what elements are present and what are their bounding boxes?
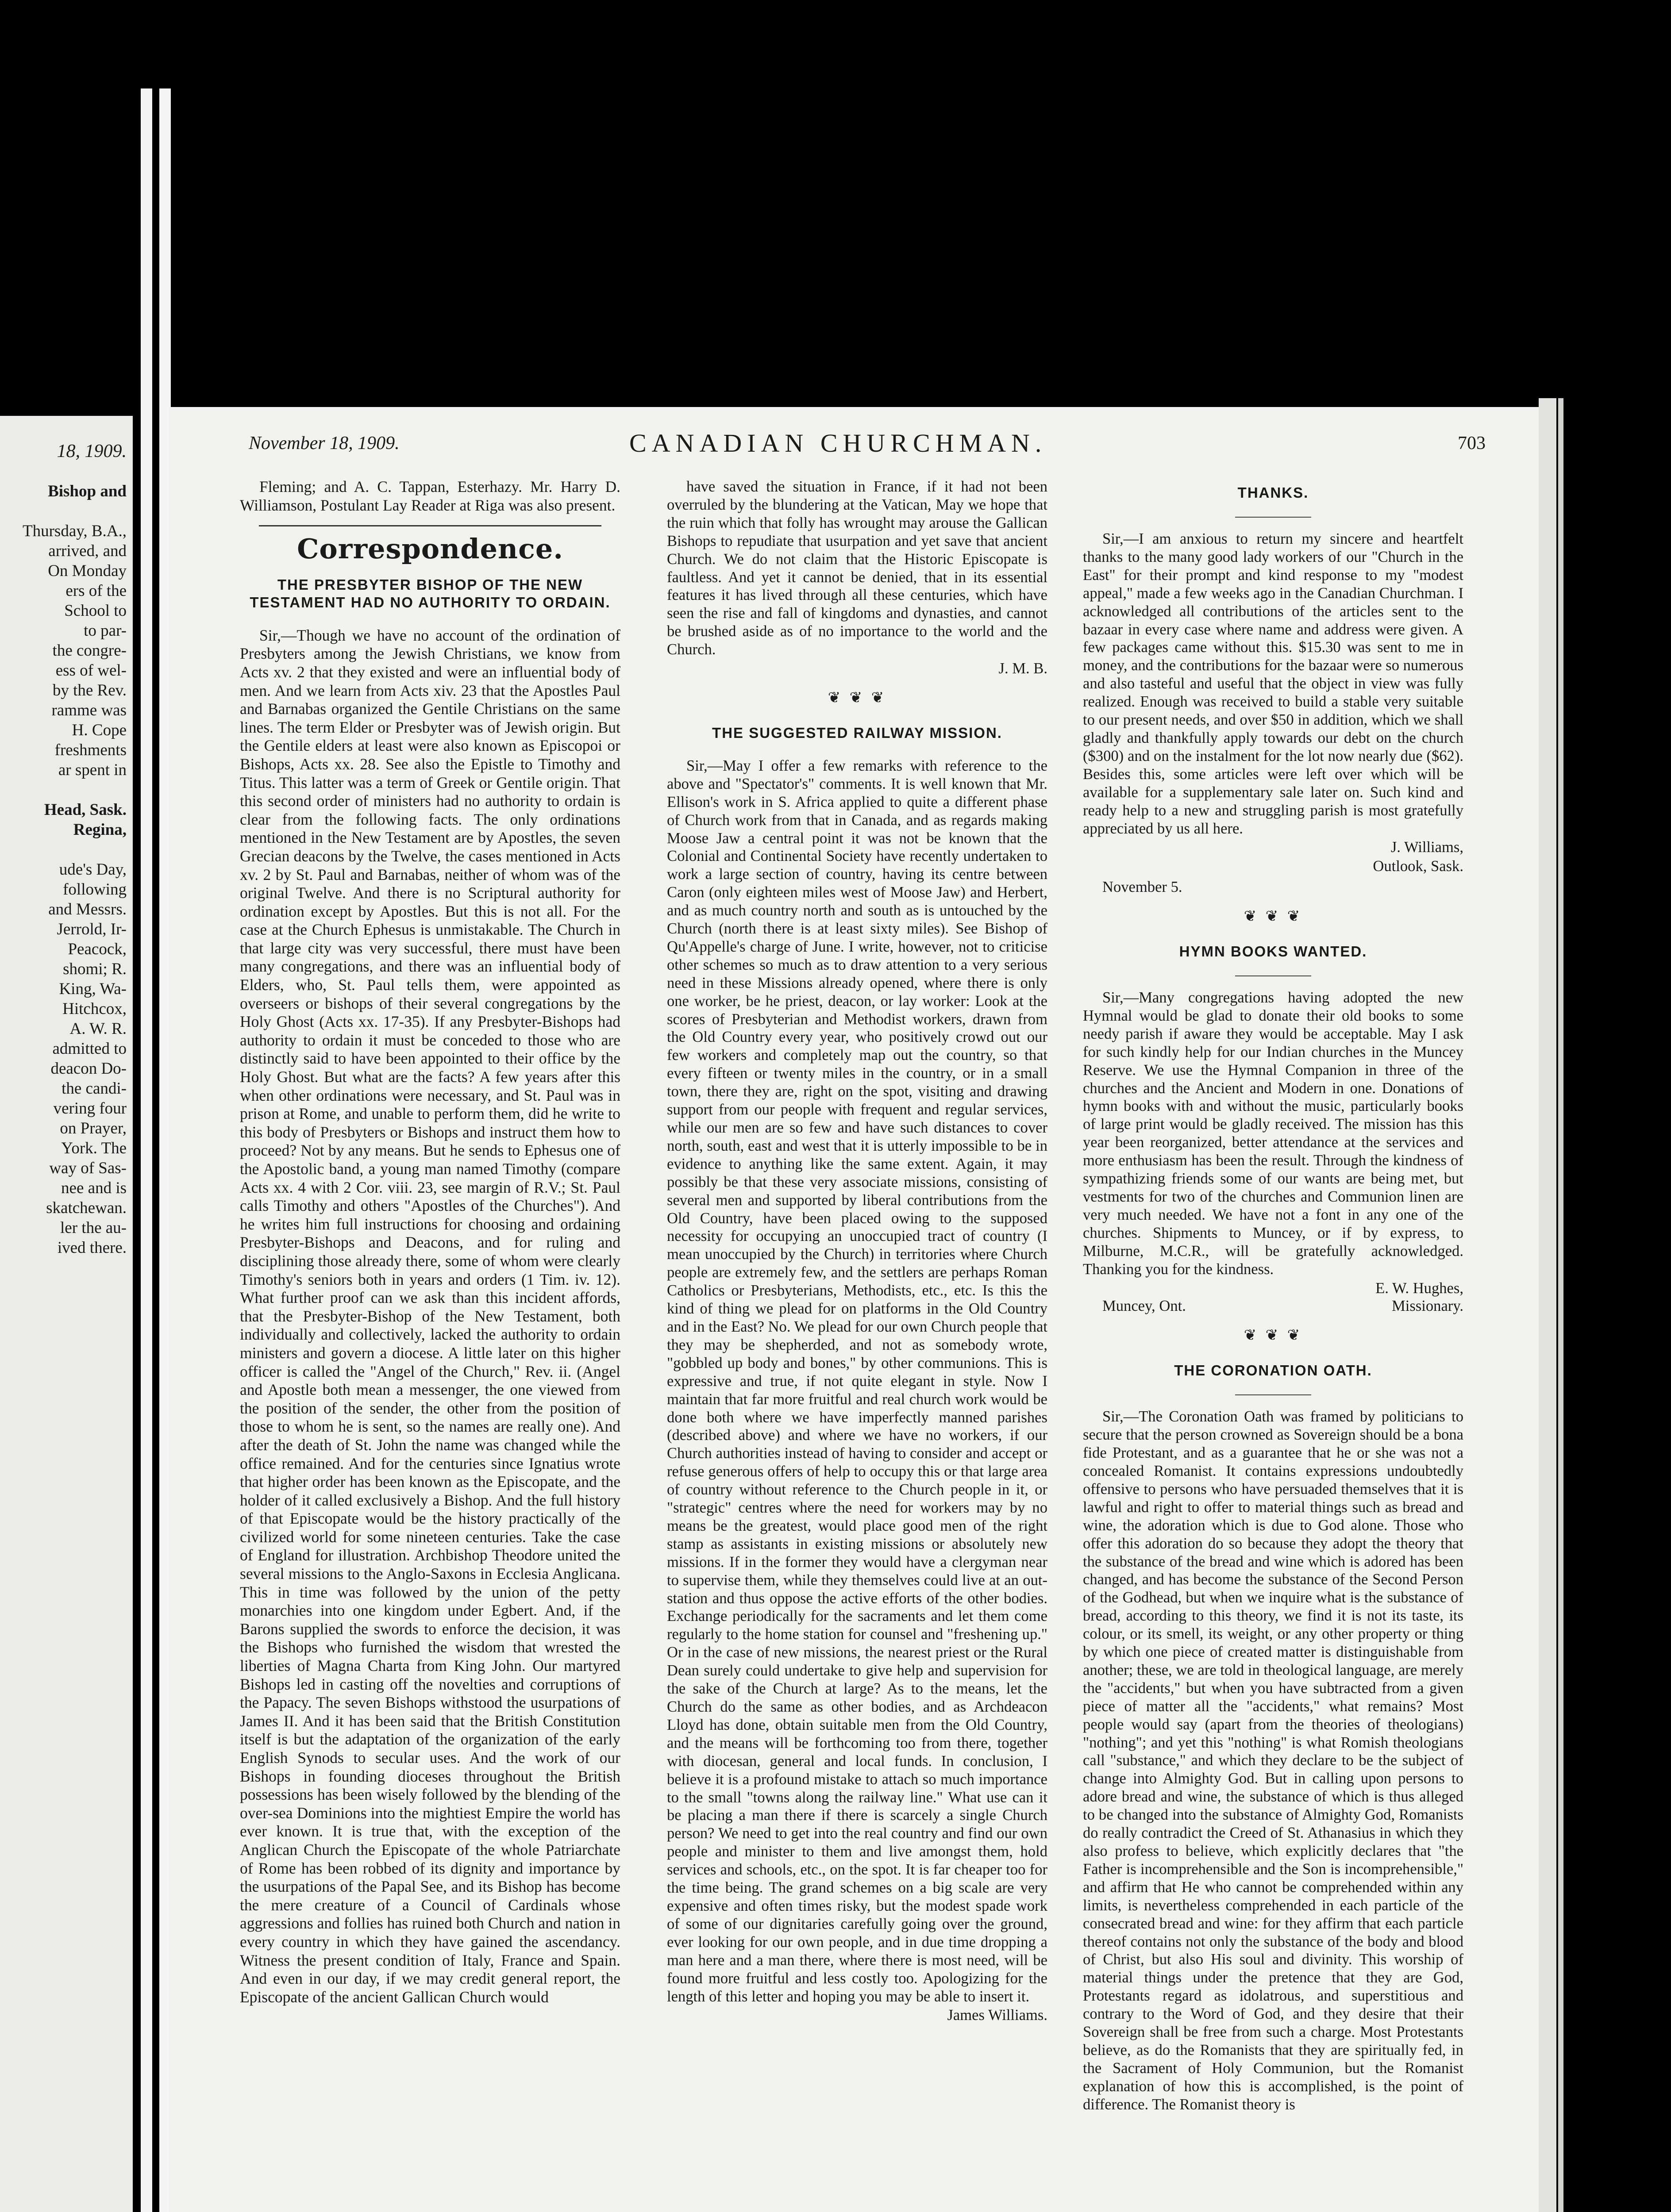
article-title: THE CORONATION OATH. bbox=[1174, 1362, 1372, 1379]
previous-page-line: ler the au- bbox=[60, 1219, 127, 1237]
previous-page-line bbox=[0, 780, 127, 800]
previous-page-line: ived there. bbox=[57, 1239, 127, 1257]
paragraph: Sir,—May I offer a few remarks with reference to the above and "Spectator's" comments. It is well known that Mr. Ellison's work in S. Africa applied to quite a different phase of Church work from that in Canada, and as regards making Moose Jaw a central point it was not be known that the Colonial and Continental Society have recently undertaken to work a large section of country, having its centre between Caron (only eighteen miles west of Moose Jaw) and Herbert, and as much country north and south as is untouched by the Church (north there is at least sixty miles). See Bishop of Qu'Appelle's charge of June. I write, however, not to criticise other schemes so much as to draw attention to a very serious need in these Missions already opened, where there is only one worker, be he priest, deacon, or lay worker: Look at the scores of Presbyterian and Methodist workers, drawn from the Old Country every year, who positively crowd out our few workers and completely map out the country, so that every fifteen or twenty miles in the country, or in a small town, there they are, right on the spot, visiting and drawing support from our people with frequent and regular services, while our men are so few and have such distances to cover north, south, east and west that it is utterly impossible to be in evidence to anything like the same extent. Again, it may possibly be that these very associate missions, consisting of several men and supported by liberal contributions from the Old Country, have been placed owing to the supposed necessity for occupying an unoccupied tract of country (I mean unoccupied by the Church) in territories where Church people are extremely few, and the settlers are perhaps Roman Catholics or Presbyterians, Methodists, etc., etc. Is this the kind of thing we plead for on platforms in the Old Country and in the East? No. We plead for our own Church people that they may be shepherded, and not as somebody wrote, "gobbled up body and bones," by other communions. This is expressive and true, if not quite elegant in style. Now I maintain that far more fruitful and real church work would be done both where we have imperfectly manned parishes (described above) and where we have no workers, if our Church authorities instead of having to consider and accept or refuse generous offers of help to occupy this or that large area of country without reference to the Church people in it, or "strategic" centres where the need for workers may by no means be the greatest, would place good men of the right stamp as assistants in existing missions or absolutely new missions. If in the former they would have a clergyman near to supervise them, while they themselves could live at an out-station and thus oppose the active efforts of the other bodies. Exchange periodically for the sacraments and let them come regularly to the home station for counsel and "freshening up." Or in the case of new missions, the nearest priest or the Rural Dean surely could undertake to give help and supervision for the sake of the Church at large? As to the means, let the Church do the same as other bodies, and as Archdeacon Lloyd has done, obtain suitable men from the Old Country, and the means will be forthcoming too from there, together with diocesan, general and local funds. In conclusion, I believe it is a profound mistake to attach so much importance to the small "towns along the railway line." What use can it be placing a man there if there is scarcely a single Church person? We need to get into the real country and find our own people and minister to them and live amongst them, hold services and schools, etc., on the spot. It is far cheaper too for the time being. The grand schemes on a big scale are very expensive and often times risky, but the modest spade work of some of our dignitaries carefully going over the ground, ever looking for our own people, and in due time dropping a man here and a man there, where there is most need, will be found more fruitful and less costly too. Apologizing for the length of this letter and hoping you may be able to insert it. bbox=[667, 757, 1047, 2005]
previous-page-line: Jerrold, Ir- bbox=[57, 920, 127, 938]
rule bbox=[1235, 517, 1311, 518]
rule bbox=[259, 525, 601, 526]
previous-page-line: ude's Day, bbox=[59, 860, 127, 879]
previous-page-line: A. W. R. bbox=[69, 1020, 127, 1038]
previous-page-line: ar spent in bbox=[58, 761, 127, 779]
article-body bbox=[1083, 989, 1463, 1279]
previous-page-line bbox=[0, 840, 127, 860]
previous-page-line: and Messrs. bbox=[48, 900, 127, 918]
previous-page-line: Peacock, bbox=[68, 940, 127, 958]
article-title: THANKS. bbox=[1237, 484, 1309, 501]
paragraph: Sir,—The Coronation Oath was framed by politicians to secure that the person crowned as Sovereign should be a bona fide Protestant, and as a guarantee that he or she was not a concealed Romanist. It contains expressions undoubtedly offensive to persons who have persuaded themselves that it is lawful and right to offer to material things such as bread and wine, the adoration which is due to God alone. Those who offer this adoration do so because they adopt the theory that the substance of the bread and wine which is adored has been changed, and has become the substance of the Second Person of the Godhead, but when we inquire what is the substance of bread, according to this theory, we find it is not its taste, its colour, or its smell, its weight, or any other property or thing by which one piece of created matter is distinguishable from another; these, we are told in theological language, are merely the "accidents," but when you have subtracted from a given piece of matter all the "accidents," what remains? Most people would say (apart from the theories of theologians) "nothing"; and yet this "nothing" is what Romish theologians call "substance," and which they declare to be the subject of change into Almighty God. But in calling upon persons to adore bread and wine, the substance of which is thus alleged to be changed into the substance of Almighty God, Romanists do really contradict the Creed of St. Athanasius in which they also profess to believe, which explicitly declares that "the Father is incomprehensible and the Son is incomprehensible," and affirm that He who cannot be comprehended within any limits, is nevertheless comprehended in each particle of the consecrated bread and wine: for they affirm that each particle thereof contains not only the substance of the body and blood of Christ, but also His soul and divinity. This worship of material things under the pretence that they are God, Protestants regard as idolatrous, and superstitious and contrary to the Word of God, and they desire that their Sovereign shall be free from such a charge. Most Protestants believe, as do the Romanists that they are spiritually fed, in the Sacrament of Holy Communion, but the Romanist explanation of how this is accomplished, is the point of difference. The Romanist theory is bbox=[1083, 1408, 1463, 2113]
ornament: ❦ ❦ ❦ bbox=[1244, 908, 1303, 925]
column-3 bbox=[1083, 478, 1463, 2115]
previous-page-line: to par- bbox=[84, 622, 127, 640]
previous-page-line: On Monday bbox=[48, 562, 127, 580]
article-title: HYMN BOOKS WANTED. bbox=[1179, 943, 1367, 960]
page-edge bbox=[1539, 398, 1556, 2212]
signature: James Williams. bbox=[947, 2007, 1047, 2024]
header-page-number: 703 bbox=[1458, 433, 1486, 453]
rule bbox=[1235, 975, 1311, 976]
previous-page-line: arrived, and bbox=[48, 542, 127, 560]
signature-role: Missionary. bbox=[1392, 1298, 1463, 1315]
previous-page-fragment bbox=[0, 416, 133, 2212]
article-continuation bbox=[667, 478, 1047, 659]
previous-page-line: King, Wa- bbox=[59, 980, 127, 998]
signature-place: Muncey, Ont. bbox=[1102, 1298, 1186, 1315]
newspaper-page bbox=[169, 407, 1539, 2212]
header-date: November 18, 1909. bbox=[249, 433, 400, 453]
previous-page-line: vering four bbox=[53, 1099, 127, 1118]
previous-page-line: the congre- bbox=[52, 641, 127, 660]
ornament: ❦ ❦ ❦ bbox=[1244, 1327, 1303, 1344]
previous-page-column bbox=[0, 481, 127, 1258]
previous-page-line: Hitchcox, bbox=[62, 1000, 127, 1018]
rule bbox=[1235, 1394, 1311, 1395]
previous-page-line: ramme was bbox=[51, 701, 127, 719]
signature: J. M. B. bbox=[998, 660, 1047, 677]
previous-page-line: skatchewan. bbox=[46, 1199, 127, 1217]
article-title: THE PRESBYTER BISHOP OF THE NEW TESTAMENT HAD NO AUTHORITY TO ORDAIN. bbox=[250, 576, 611, 611]
previous-page-line: Thursday, B.A., bbox=[23, 522, 127, 540]
article-body bbox=[1083, 1408, 1463, 2113]
previous-page-line bbox=[0, 501, 127, 521]
ornament: ❦ ❦ ❦ bbox=[828, 689, 887, 706]
page-edge-outer bbox=[1558, 398, 1563, 2212]
signature: J. Williams, bbox=[1390, 839, 1463, 856]
paragraph: Sir,—I am anxious to return my sincere and heartfelt thanks to the many good lady workers of our "Church in the East" for their prompt and kind response to my "modest appeal," made a few weeks ago in the Canadian Churchman. I acknowledged all contributions of the articles sent to the bazaar in every case where name and address were given. A few packages came without this. $15.30 was sent to me in money, and the contributions for the bazaar were so numerous and also tasteful and useful that the object in view was fully realized. Enough was received to build a stable very suitable to our present needs, and over $50 in addition, which we shall gladly and thankfully apply towards our debt on the church ($300) and on the instalment for the lot now nearly due ($62). Besides this, some articles were left over which will be available for a supplementary sale later on. Such kind and ready help to a new and struggling parish is most gratefully appreciated by us all here. bbox=[1083, 530, 1464, 837]
paragraph: have saved the situation in France, if it had not been overruled by the blundering at the Vatican, May we hope that the ruin which that folly has wrought may arouse the Gallican Bishops to repudiate that usurpation and yet save that ancient Church. We do not claim that the Historic Episcopate is faultless. And yet it cannot be denied, that in its essential features it has lived through all these centuries, which have seen the rise and fall of kingdoms and dynasties, and cannot be brushed aside as of no importance to the world and the Church. bbox=[667, 478, 1047, 658]
previous-page-line: York. The bbox=[61, 1139, 127, 1157]
previous-page-line: the candi- bbox=[62, 1079, 127, 1098]
article-body bbox=[240, 626, 620, 2007]
article-title: THE SUGGESTED RAILWAY MISSION. bbox=[712, 724, 1002, 741]
previous-page-line: School to bbox=[64, 602, 127, 620]
previous-page-line: Regina, bbox=[73, 821, 127, 839]
previous-page-line: Bishop and bbox=[48, 482, 127, 500]
article-body bbox=[1083, 530, 1463, 837]
previous-page-date: 18, 1909. bbox=[57, 441, 127, 461]
previous-page-line: nee and is bbox=[61, 1179, 127, 1197]
intro-text: Fleming; and A. C. Tappan, Esterhazy. Mr. Harry D. Williamson, Postulant Lay Reader at Riga was also present. bbox=[240, 478, 620, 514]
previous-page-line: ers of the bbox=[65, 582, 127, 600]
column-2 bbox=[667, 478, 1047, 2024]
previous-page-line: shomi; R. bbox=[63, 960, 127, 978]
signature-line bbox=[1083, 1297, 1463, 1315]
article-body bbox=[667, 757, 1047, 2006]
column-1 bbox=[240, 478, 620, 2007]
previous-page-line: way of Sas- bbox=[49, 1159, 127, 1177]
previous-page-line: by the Rev. bbox=[52, 681, 127, 699]
signature-place: Outlook, Sask. bbox=[1373, 858, 1463, 875]
previous-page-line: H. Cope bbox=[72, 721, 127, 739]
previous-page-line: freshments bbox=[54, 741, 127, 759]
letter-date: November 5. bbox=[1102, 879, 1182, 896]
previous-page-line: following bbox=[63, 880, 127, 899]
page-header bbox=[169, 407, 1539, 460]
binding-strip-left bbox=[141, 88, 152, 2212]
signature: E. W. Hughes, bbox=[1375, 1279, 1463, 1297]
correspondence-banner: Correspondence. bbox=[297, 533, 563, 565]
paragraph: Sir,—Though we have no account of the ordination of Presbyters among the Jewish Christians, we know from Acts xv. 2 that they existed and were an influential body of men. And we learn from Acts xiv. 23 that the Apostles Paul and Barnabas organized the Gentile Christians on the same lines. The term Elder or Presbyter was of Jewish origin. But the Gentile elders at least were also known as Episcopoi or Bishops, Acts xx. 28. See also the Epistle to Timothy and Titus. This latter was a term of Greek or Gentile origin. That this second order of ministers had no authority to ordain is clear from the following facts. The only ordinations mentioned in the New Testament are by Apostles, the seven Grecian deacons by the Twelve, the cases mentioned in Acts xv. 2 by St. Paul and Barnabas, neither of whom was of the original Twelve. And there is no Scriptural authority for ordination except by Apostles. But this is not all. For the case at the Church Ephesus is unmistakable. The Church in that large city was very successful, there must have been many congregations, and there was an influential body of Elders, who, St. Paul tells them, were appointed as overseers or bishops of their several congregations by the Holy Ghost (Acts xx. 17-35). If any Presbyter-Bishops had authority to ordain it must be conceded to those who are distinctly said to have been appointed to their office by the Holy Ghost. But what are the facts? A few years after this when other ordinations were necessary, and St. Paul was in prison at Rome, and unable to perform them, did he write to this body of Presbyters or Bishops and instruct them how to proceed? Not by any means. But he sends to Ephesus one of the Apostolic band, a young man named Timothy (compare Acts xx. 4 with 2 Cor. viii. 23, see margin of R.V.; St. Paul calls Timothy and others "Apostles of the Churches"). And he writes him full instructions for choosing and ordaining Presbyter-Bishops and Deacons, and for ruling and disciplining those already there, some of whom were clearly Timothy's seniors both in years and orders (1 Tim. iv. 12). What further proof can we ask than this incident affords, that the Presbyter-Bishop of the New Testament, both individually and collectively, lacked the authority to ordain ministers and govern a diocese. A little later on this higher officer is called the "Angel of the Church," Rev. ii. (Angel and Apostle both mean a messenger, the one viewed from the position of the sender, the other from the position of those to whom he is sent, so the names are really one). And after the death of St. John the name was changed while the office remained. And for the centuries since Ignatius wrote that higher order has been known as the Episcopate, and the holder of it called exclusively a Bishop. And the full history of that Episcopate would be the history practically of the civilized world for some nineteen centuries. Take the case of England for illustration. Archbishop Theodore united the several missions to the Anglo-Saxons in Ecclesia Anglicana. This in time was followed by the union of the petty monarchies into one kingdom under Egbert. And, if the Barons supplied the swords to enforce the decision, it was the Bishops who furnished the wisdom that wrested the liberties of Magna Charta from King John. Our martyred Bishops led in casting off the novelties and corruptions of the Papacy. The seven Bishops withstood the usurpations of James II. And it has been said that the British Constitution itself is but the adaptation of the organization of the early English Synods to secular uses. And the work of our Bishops in founding dioceses throughout the British possessions has been wisely followed by the blending of the over-sea Dominions into the mightiest Empire the world has ever known. It is true that, with the exception of the Anglican Church the Episcopate of the whole Patriarchate of Rome has been robbed of its dignity and importance by the usurpations of the Papal See, and its Bishop has become the mere creature of a Council of Cardinals whose aggressions and follies has ruined both Church and nation in every country in which they have gained the ascendancy. Witness the present condition of Italy, France and Spain. And even in our day, if we may credit general report, the Episcopate of the ancient Gallican Church would bbox=[240, 626, 620, 2006]
previous-page-line: on Prayer, bbox=[60, 1119, 127, 1137]
previous-page-line: Head, Sask. bbox=[44, 801, 127, 819]
previous-page-line: ess of wel- bbox=[55, 661, 127, 680]
previous-page-line: admitted to bbox=[52, 1040, 127, 1058]
paragraph: Sir,—Many congregations having adopted the new Hymnal would be glad to donate their old books to some needy parish if aware they would be acceptable. May I ask for such kindly help for our Indian churches in the Muncey Reserve. We use the Hymnal Companion in three of the churches and the Ancient and Modern in one. Donations of hymn books with and without the music, particularly books of large print would be gladly received. The mission has this year been reorganized, better attendance at the services and more enthusiasm has been the result. Through the kindness of sympathizing friends some of our wants are being met, but vestments for two of the churches and Communion linen are very much needed. We have not a font in any one of the churches. Shipments to Muncey, or if by express, to Milburne, M.C.R., will be gratefully acknowledged. Thanking you for the kindness. bbox=[1083, 989, 1463, 1278]
previous-page-line: deacon Do- bbox=[50, 1060, 127, 1078]
header-title: CANADIAN CHURCHMAN. bbox=[629, 429, 1047, 457]
